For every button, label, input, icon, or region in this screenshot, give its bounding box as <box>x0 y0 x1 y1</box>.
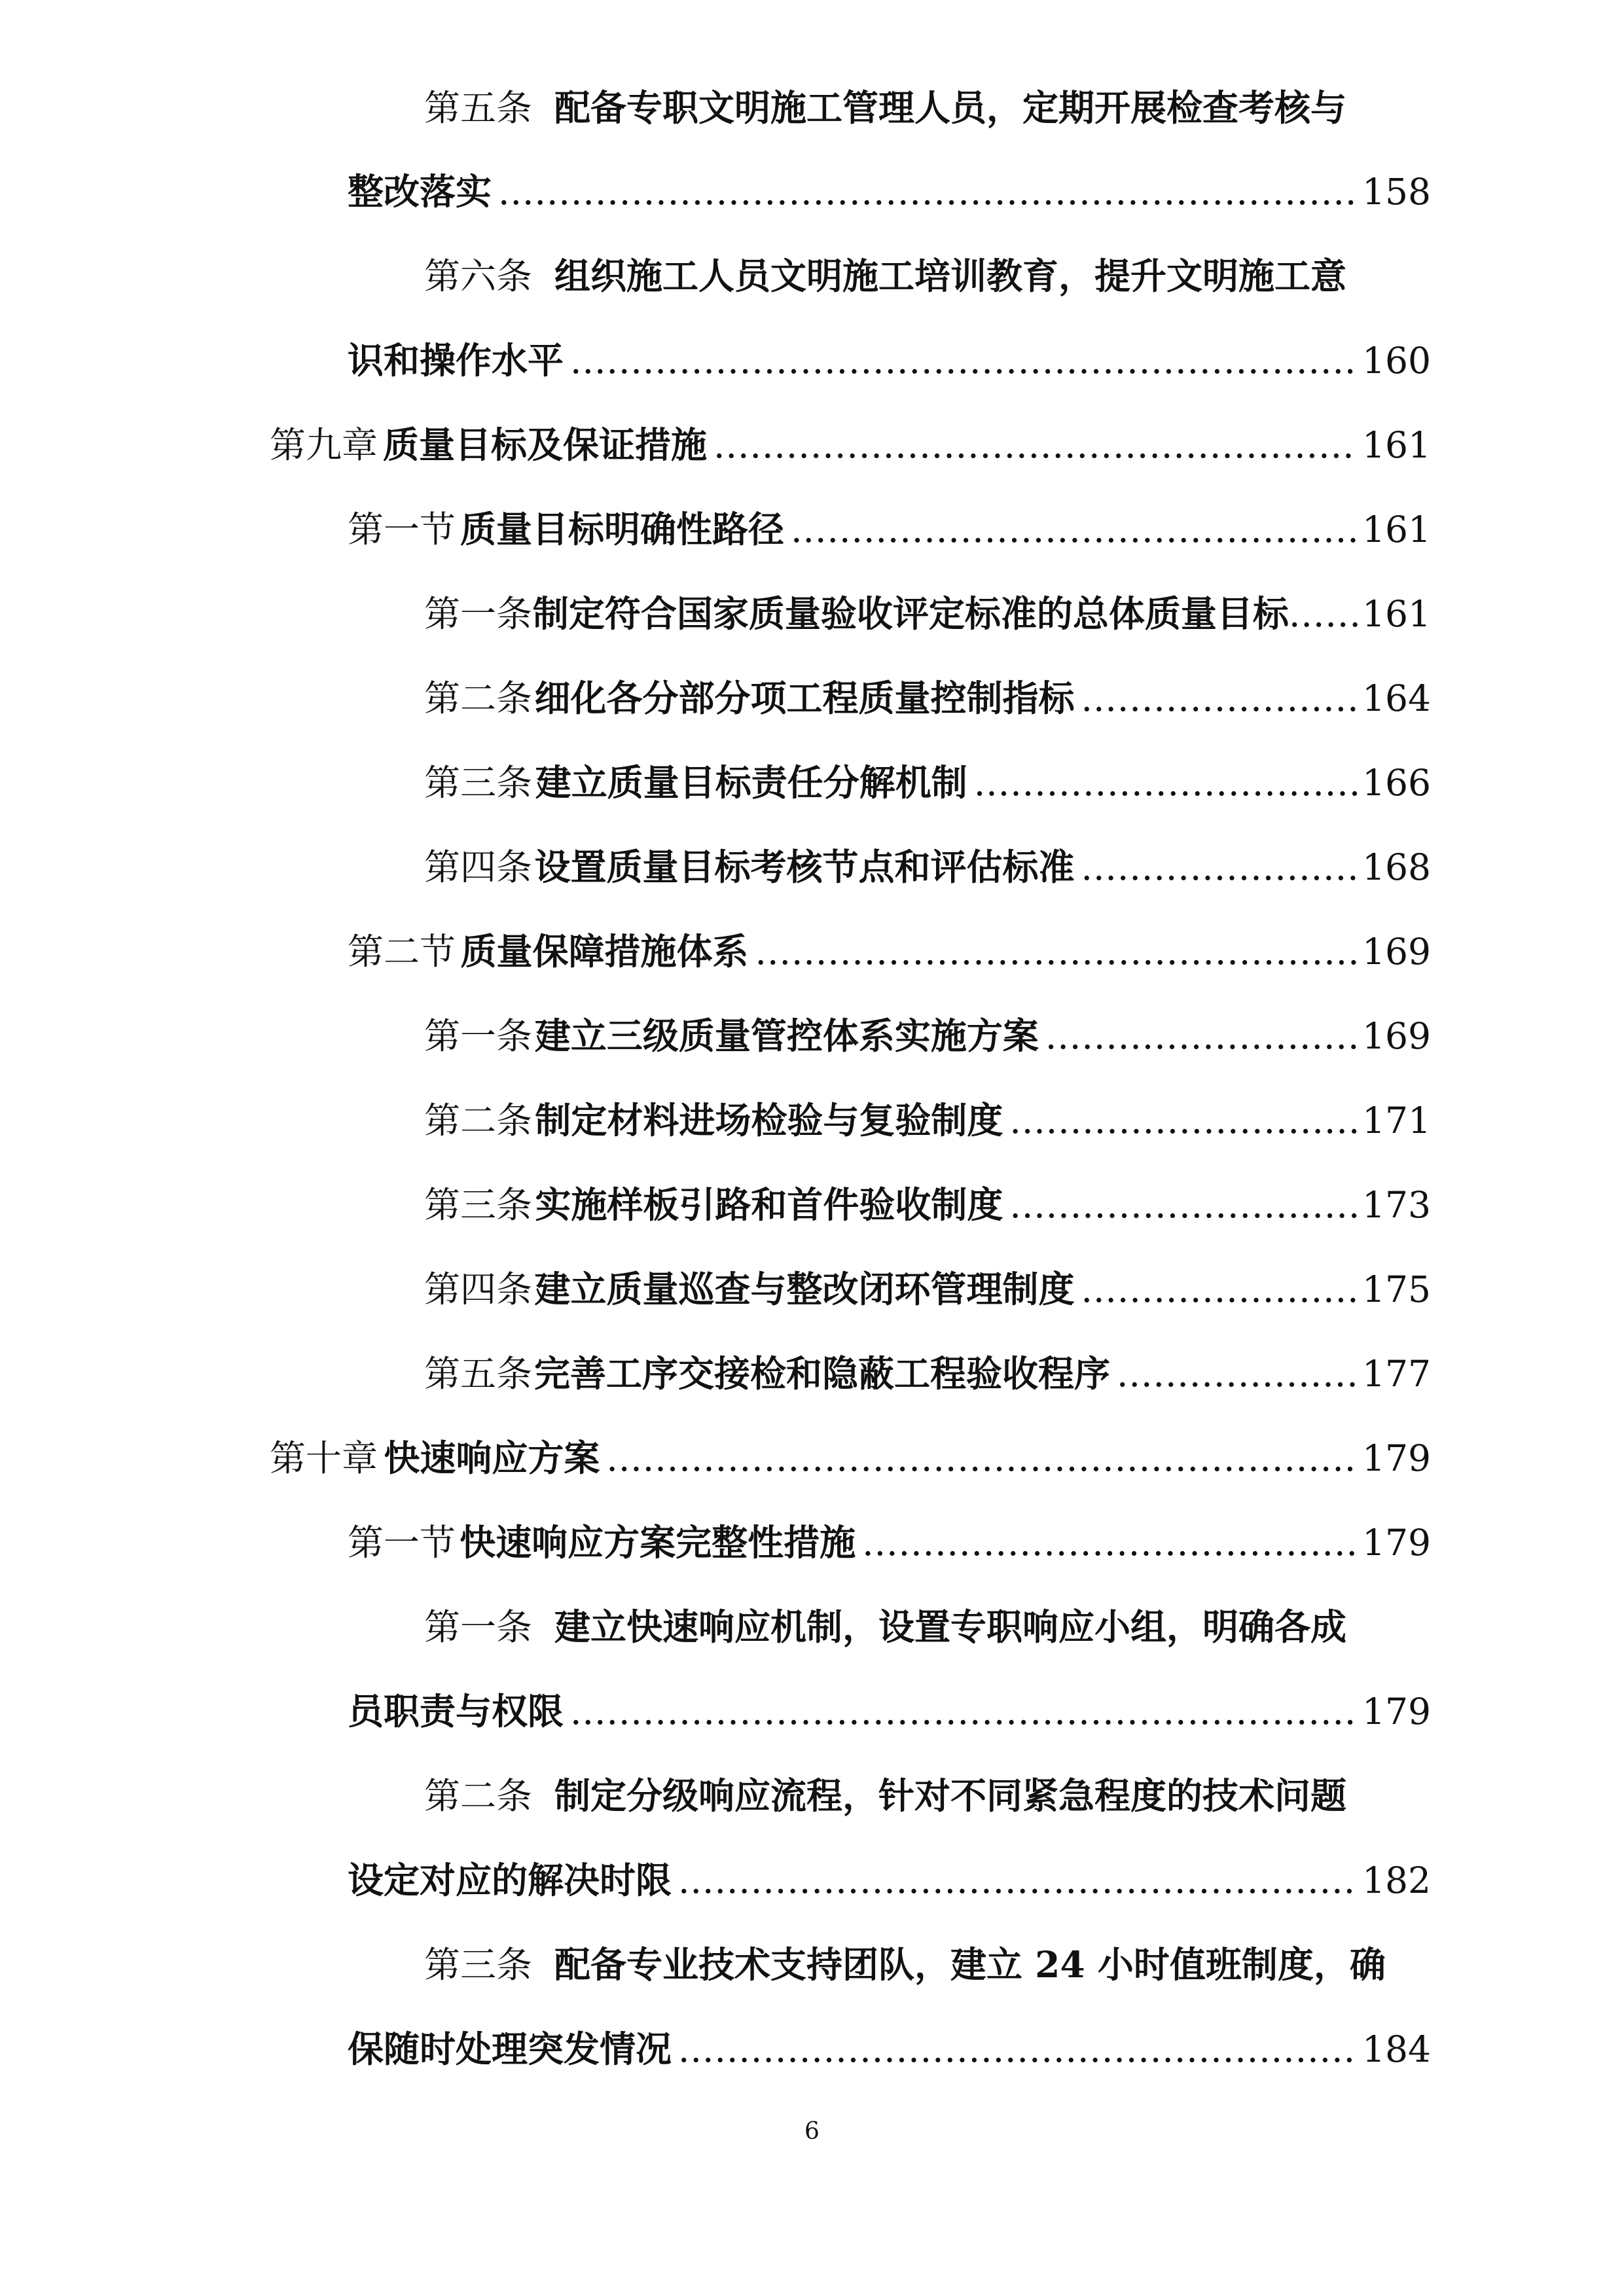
toc-entry-page: 171 <box>1362 1100 1431 1141</box>
dot-leader <box>1289 591 1362 637</box>
toc-entry-prefix: 第一条 <box>424 1606 533 1648</box>
dot-leader <box>862 1520 1358 1566</box>
dot-leader <box>755 929 1359 975</box>
toc-entry-prefix: 第二条 <box>424 677 533 719</box>
toc-entry-page: 164 <box>1362 677 1431 719</box>
dot-leader <box>713 422 1358 468</box>
toc-entry-prefix: 第四条 <box>424 846 533 888</box>
toc-entry-page: 184 <box>1362 2028 1431 2070</box>
toc-entry-title-continued: 整改落实 <box>348 170 492 213</box>
dot-leader <box>1009 1182 1358 1228</box>
toc-entry-page: 175 <box>1362 1268 1431 1310</box>
toc-entry-page: 179 <box>1362 1437 1431 1479</box>
toc-entry-title-continued: 员职责与权限 <box>348 1690 564 1732</box>
toc-entry-title: 建立快速响应机制，设置专职响应小组，明确各成 <box>554 1605 1347 1648</box>
dot-leader <box>498 169 1358 215</box>
toc-entry-title: 设置质量目标考核节点和评估标准 <box>534 846 1075 888</box>
toc-entry-page: 179 <box>1362 1691 1431 1732</box>
toc-entry-title: 制定符合国家质量验收评定标准的总体质量目标 <box>532 592 1289 635</box>
toc-entry-prefix: 第三条 <box>424 1944 533 1986</box>
dot-leader <box>1081 844 1358 890</box>
toc-entry-page: 161 <box>1362 593 1431 635</box>
dot-leader <box>1117 1351 1358 1397</box>
toc-entry-title: 配备专业技术支持团队，建立 24 小时值班制度，确 <box>554 1943 1386 1986</box>
toc-entry-prefix: 第九章 <box>270 424 378 466</box>
dot-leader <box>1081 675 1358 721</box>
toc-entry-title: 配备专职文明施工管理人员，定期开展检查考核与 <box>554 86 1347 129</box>
toc-entry-title-continued: 设定对应的解决时限 <box>348 1859 672 1901</box>
toc-entry-page: 161 <box>1362 509 1431 550</box>
toc-entry-title: 快速响应方案 <box>384 1437 600 1479</box>
toc-entry-title: 建立质量目标责任分解机制 <box>535 761 967 804</box>
toc-entry-prefix: 第二条 <box>424 1100 533 1141</box>
toc-entry-prefix: 第一节 <box>348 509 456 550</box>
toc-entry-page: 168 <box>1362 846 1431 888</box>
toc-entry-prefix: 第二条 <box>424 1775 533 1817</box>
toc-entry-page: 158 <box>1362 171 1431 213</box>
dot-leader <box>791 507 1358 552</box>
toc-entry-prefix: 第五条 <box>424 87 533 129</box>
toc-entry-title: 细化各分部分项工程质量控制指标 <box>534 677 1075 719</box>
toc-entry-page: 169 <box>1362 1015 1431 1057</box>
toc-entry-page: 166 <box>1362 762 1431 804</box>
toc-entry-title: 质量保障措施体系 <box>460 930 749 973</box>
toc-entry-title: 质量目标明确性路径 <box>460 508 785 550</box>
toc-entry-title: 实施样板引路和首件验收制度 <box>535 1183 1003 1226</box>
dot-leader <box>606 1435 1358 1481</box>
toc-entry-title: 完善工序交接检和隐蔽工程验收程序 <box>534 1352 1111 1395</box>
toc-entry-title: 建立质量巡查与整改闭环管理制度 <box>534 1268 1075 1310</box>
toc-entry-page: 160 <box>1362 340 1431 382</box>
toc-entry-prefix: 第一条 <box>424 1015 533 1057</box>
dot-leader <box>678 1857 1358 1903</box>
toc-entry-title: 建立三级质量管控体系实施方案 <box>534 1014 1039 1057</box>
footer-page-number: 6 <box>804 2118 820 2145</box>
toc-entry-page: 177 <box>1362 1353 1431 1395</box>
toc-entry-title: 组织施工人员文明施工培训教育，提升文明施工意 <box>554 255 1347 297</box>
dot-leader <box>1009 1098 1358 1143</box>
dot-leader <box>570 338 1358 384</box>
toc-entry-title: 快速响应方案完整性措施 <box>460 1521 856 1564</box>
toc-entry-title-continued: 识和操作水平 <box>348 339 564 382</box>
toc-entry-prefix: 第二节 <box>348 931 456 973</box>
dot-leader <box>1045 1013 1358 1059</box>
toc-entry-title: 质量目标及保证措施 <box>383 423 708 466</box>
toc-entry-page: 161 <box>1362 424 1431 466</box>
toc-entry-title: 制定材料进场检验与复验制度 <box>535 1099 1003 1141</box>
toc-entry-page: 179 <box>1362 1522 1431 1564</box>
toc-entry-prefix: 第六条 <box>424 255 533 297</box>
dot-leader <box>570 1689 1358 1734</box>
toc-entry-prefix: 第十章 <box>270 1437 378 1479</box>
dot-leader <box>974 760 1358 806</box>
toc-entry-page: 173 <box>1362 1184 1431 1226</box>
toc-entry-prefix: 第三条 <box>424 1184 533 1226</box>
dot-leader <box>678 2026 1358 2072</box>
toc-entry-prefix: 第三条 <box>424 762 533 804</box>
toc-entry-prefix: 第五条 <box>424 1353 533 1395</box>
toc-entry-title: 制定分级响应流程，针对不同紧急程度的技术问题 <box>554 1774 1347 1817</box>
toc-entry-title-continued: 保随时处理突发情况 <box>348 2028 672 2070</box>
toc-entry-prefix: 第一节 <box>348 1522 456 1564</box>
toc-entry-prefix: 第一条 <box>424 593 533 635</box>
toc-entry-page: 169 <box>1362 931 1431 973</box>
toc-entry-prefix: 第四条 <box>424 1268 533 1310</box>
dot-leader <box>1081 1266 1358 1312</box>
toc-entry-page: 182 <box>1362 1859 1431 1901</box>
